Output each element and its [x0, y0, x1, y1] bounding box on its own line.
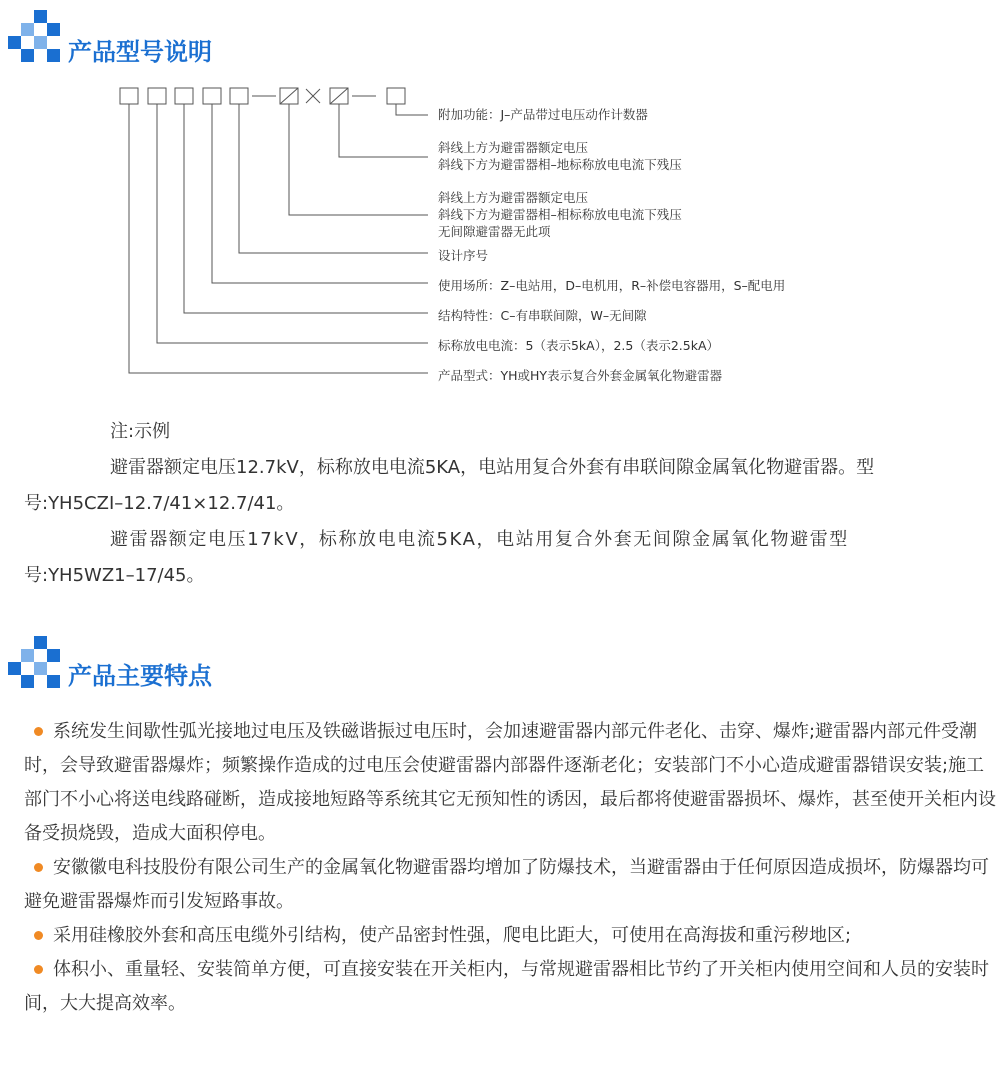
model-box-1: [120, 88, 138, 104]
label-design-sequence: 设计序号: [438, 248, 489, 263]
orange-bullet-icon: [34, 863, 43, 872]
model-box-5: [230, 88, 248, 104]
label-additional-function: 附加功能：J–产品带过电压动作计数器: [438, 107, 648, 122]
model-box-additional: [387, 88, 405, 104]
orange-bullet-icon: [34, 727, 43, 736]
section-header-features: [8, 636, 608, 696]
label-residual-phase-ground: 斜线下方为避雷器相–地标称放电电流下残压: [438, 157, 682, 172]
feature-item: [24, 919, 999, 953]
model-box-4: [203, 88, 221, 104]
feature-text: 采用硅橡胶外套和高压电缆外引结构，使产品密封性强，爬电比距大，可使用在高海拔和重污秽地区;: [53, 925, 852, 946]
diagram-labels: [438, 107, 785, 383]
blue-squares-logo-icon: [8, 636, 60, 692]
feature-item: [24, 851, 999, 919]
label-rated-voltage-b: 斜线上方为避雷器额定电压: [438, 190, 589, 205]
example-2-line-1: 避雷器额定电压17kV，标称放电电流5KA，电站用复合外套无间隙金属氧化物避雷型: [110, 529, 849, 550]
label-structure: 结构特性：C–有串联间隙，W–无间隙: [438, 308, 647, 323]
model-box-3: [175, 88, 193, 104]
label-discharge-current: 标称放电电流：5（表示5kA），2.5（表示2.5kA）: [438, 338, 719, 353]
section-title: 产品主要特点: [68, 662, 212, 690]
note-heading: 注:示例: [110, 421, 171, 442]
feature-list: [24, 715, 999, 1021]
note-section: [24, 414, 992, 594]
label-no-gap-note: 无间隙避雷器无此项: [438, 224, 551, 239]
feature-text: 安徽徽电科技股份有限公司生产的金属氧化物避雷器均增加了防爆技术，当避雷器由于任何原因造成损坏，防爆器均可避免避雷器爆炸而引发短路事故。: [24, 857, 989, 912]
example-2-line-2: 号:YH5WZ1–17/45。: [24, 565, 205, 586]
label-product-type: 产品型式：YH或HY表示复合外套金属氧化物避雷器: [438, 368, 723, 383]
label-usage-location: 使用场所：Z–电站用，D–电机用，R–补偿电容器用，S–配电用: [438, 278, 786, 293]
orange-bullet-icon: [34, 965, 43, 974]
feature-item: [24, 715, 999, 851]
section-title: 产品型号说明: [68, 38, 212, 66]
feature-text: 体积小、重量轻、安装简单方便，可直接安装在开关柜内，与常规避雷器相比节约了开关柜内使用空间和人员的安装时间，大大提高效率。: [24, 959, 989, 1014]
example-1-line-1: 避雷器额定电压12.7kV，标称放电电流5KA，电站用复合外套有串联间隙金属氧化物避雷器。型: [110, 457, 875, 478]
feature-text: 系统发生间歇性弧光接地过电压及铁磁谐振过电压时，会加速避雷器内部元件老化、击穿、爆炸;避雷器内部元件受潮时，会导致避雷器爆炸；频繁操作造成的过电压会使避雷器内部器件逐渐老化；安装部门不小心造成避雷器错误安装;施工部门不小心将送电线路碰断，造成接地短路等系统其它无预知性的诱因，最后都将使避雷器损坏、爆炸，甚至使开关柜内设备受损烧毁，造成大面积停电。: [24, 721, 996, 844]
label-residual-phase-phase: 斜线下方为避雷器相–相标称放电电流下残压: [438, 207, 682, 222]
orange-bullet-icon: [34, 931, 43, 940]
example-1-line-2: 号:YH5CZI–12.7/41×12.7/41。: [24, 493, 295, 514]
label-rated-voltage-a: 斜线上方为避雷器额定电压: [438, 140, 589, 155]
section-header-model: [8, 10, 608, 70]
model-box-2: [148, 88, 166, 104]
feature-item: [24, 953, 999, 1021]
model-designation-diagram: [0, 70, 1000, 400]
blue-squares-logo-icon: [8, 10, 60, 66]
